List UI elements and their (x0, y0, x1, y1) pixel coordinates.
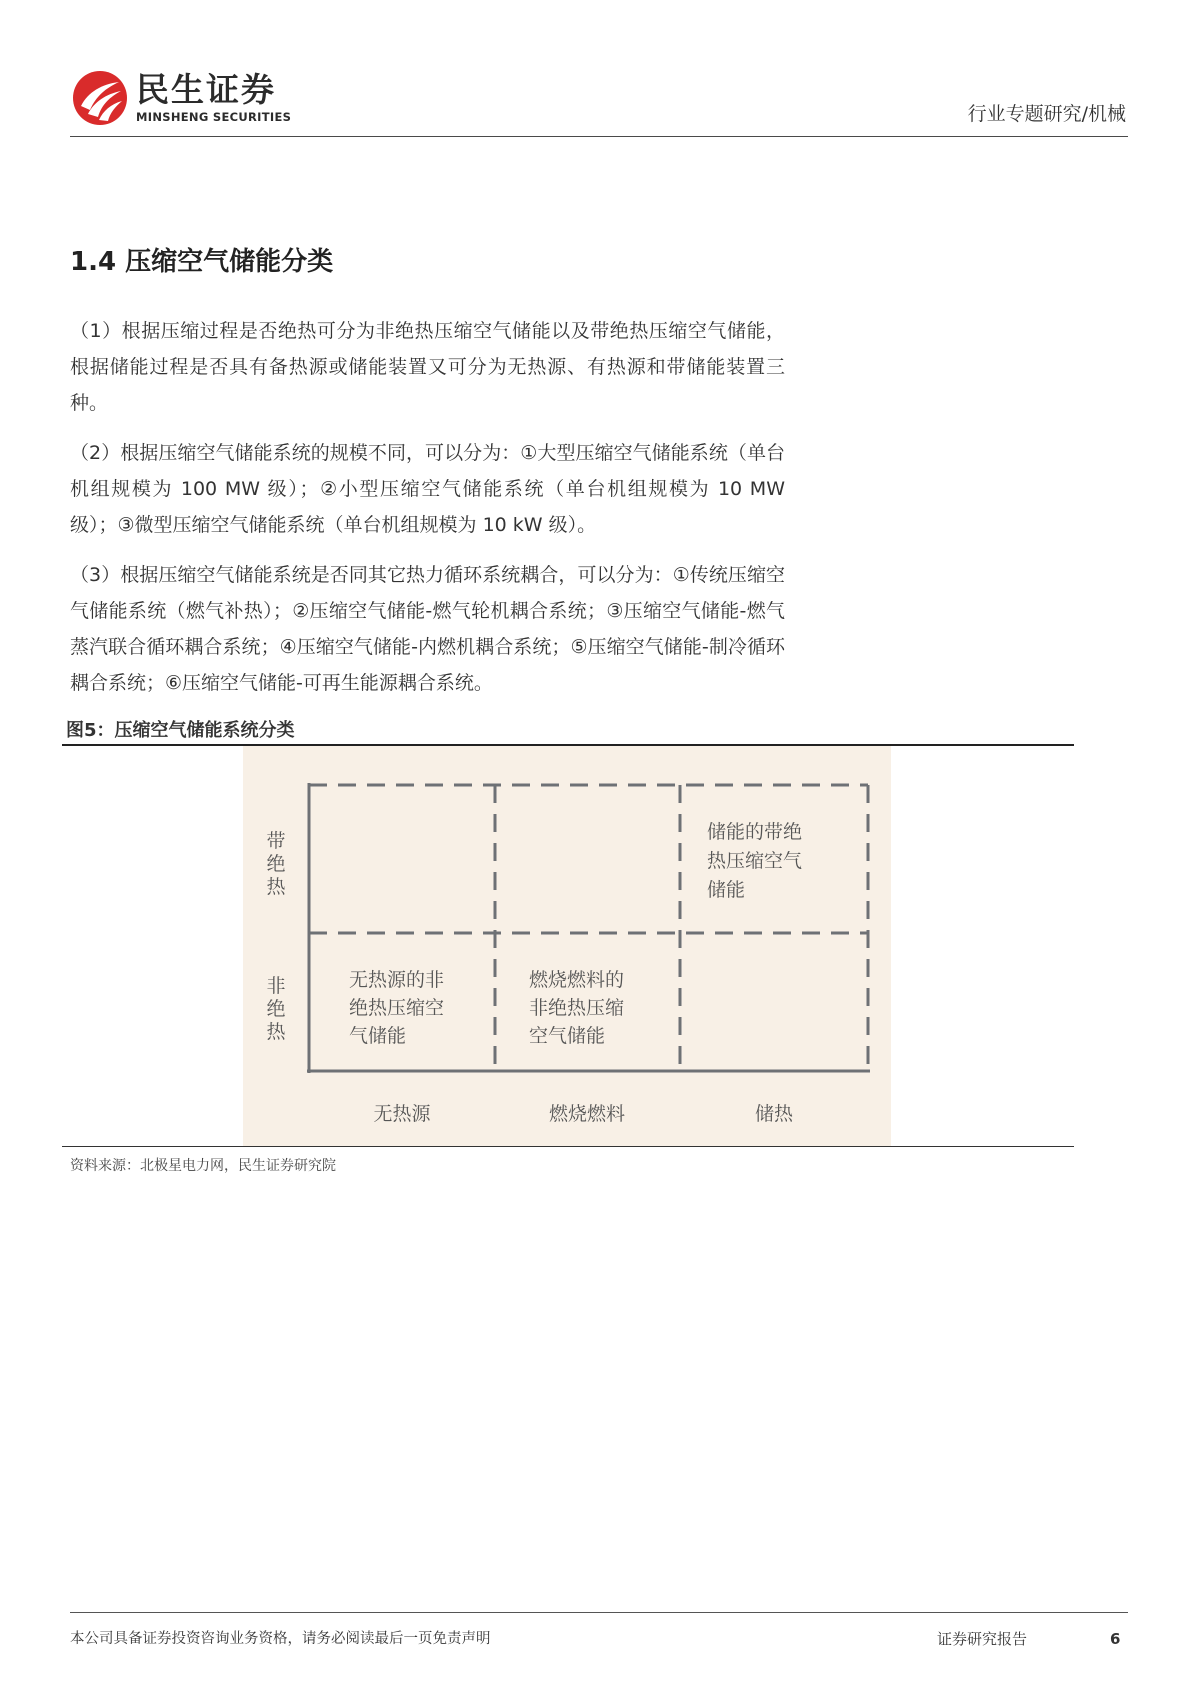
col-label-fuel-combustion: 燃烧燃料 (548, 1103, 626, 1125)
classification-matrix (243, 746, 891, 1146)
figure-bottom-rule (62, 1146, 1074, 1147)
figure-source: 资料来源：北极星电力网，民生证券研究院 (70, 1158, 336, 1174)
row-label-char: 热 (266, 876, 286, 898)
brand-name-cn: 民生证券 (136, 70, 276, 109)
cell-line: 储能的带绝 (707, 821, 803, 843)
cell-line: 绝热压缩空 (349, 997, 445, 1019)
row-label-char: 绝 (266, 853, 286, 875)
footer-divider (70, 1612, 1128, 1613)
paragraph-2: （2）根据压缩空气储能系统的规模不同，可以分为：①大型压缩空气储能系统（单台机组规模为 100 MW 级）；②小型压缩空气储能系统（单台机组规模为 10 MW 级）；③微型压缩空气储能系统（单台机组规模为 10 kW 级）。 (70, 442, 785, 536)
header-divider (70, 136, 1128, 137)
cell-line: 热压缩空气 (707, 850, 803, 872)
row-label-char: 热 (266, 1021, 286, 1043)
cell-line: 气储能 (349, 1025, 407, 1047)
col-label-no-heat-source: 无热源 (373, 1103, 431, 1125)
minsheng-logo-icon (72, 70, 128, 126)
row-label-char: 带 (266, 830, 286, 852)
footer-disclaimer: 本公司具备证券投资咨询业务资格，请务必阅读最后一页免责声明 (70, 1631, 491, 1647)
row-label-char: 非 (266, 975, 286, 997)
row-label-char: 绝 (266, 998, 286, 1020)
report-category: 行业专题研究/机械 (967, 103, 1126, 125)
row-label-adiabatic (266, 830, 286, 898)
col-label-heat-storage: 储热 (754, 1103, 794, 1125)
cell-line: 空气储能 (529, 1025, 606, 1047)
row-label-non-adiabatic (266, 975, 286, 1043)
figure-caption: 图5：压缩空气储能系统分类 (66, 720, 295, 741)
section-title: 1.4 压缩空气储能分类 (70, 247, 334, 277)
cell-line: 无热源的非 (349, 969, 445, 991)
cell-fuel-combustion (529, 969, 624, 1047)
brand-name-en: MINSHENG SECURITIES (136, 110, 292, 124)
cell-adiabatic-storage (707, 821, 802, 901)
cell-line: 燃烧燃料的 (529, 969, 625, 991)
cell-line: 非绝热压缩 (529, 997, 625, 1019)
paragraph-3: （3）根据压缩空气储能系统是否同其它热力循环系统耦合，可以分为：①传统压缩空气储能系统（燃气补热）；②压缩空气储能-燃气轮机耦合系统；③压缩空气储能-燃气蒸汽联合循环耦合系统；④压缩空气储能-内燃机耦合系统；⑤压缩空气储能-制冷循环耦合系统；⑥压缩空气储能-可再生能源耦合系统。 (70, 564, 785, 694)
footer-report-type: 证券研究报告 (937, 1630, 1028, 1648)
page-number: 6 (1110, 1630, 1121, 1648)
figure-image (243, 746, 891, 1146)
paragraph-1: （1）根据压缩过程是否绝热可分为非绝热压缩空气储能以及带绝热压缩空气储能，根据储能过程是否具有备热源或储能装置又可分为无热源、有热源和带储能装置三种。 (70, 320, 785, 414)
cell-no-heat-source (349, 969, 444, 1047)
cell-line: 储能 (707, 879, 746, 901)
